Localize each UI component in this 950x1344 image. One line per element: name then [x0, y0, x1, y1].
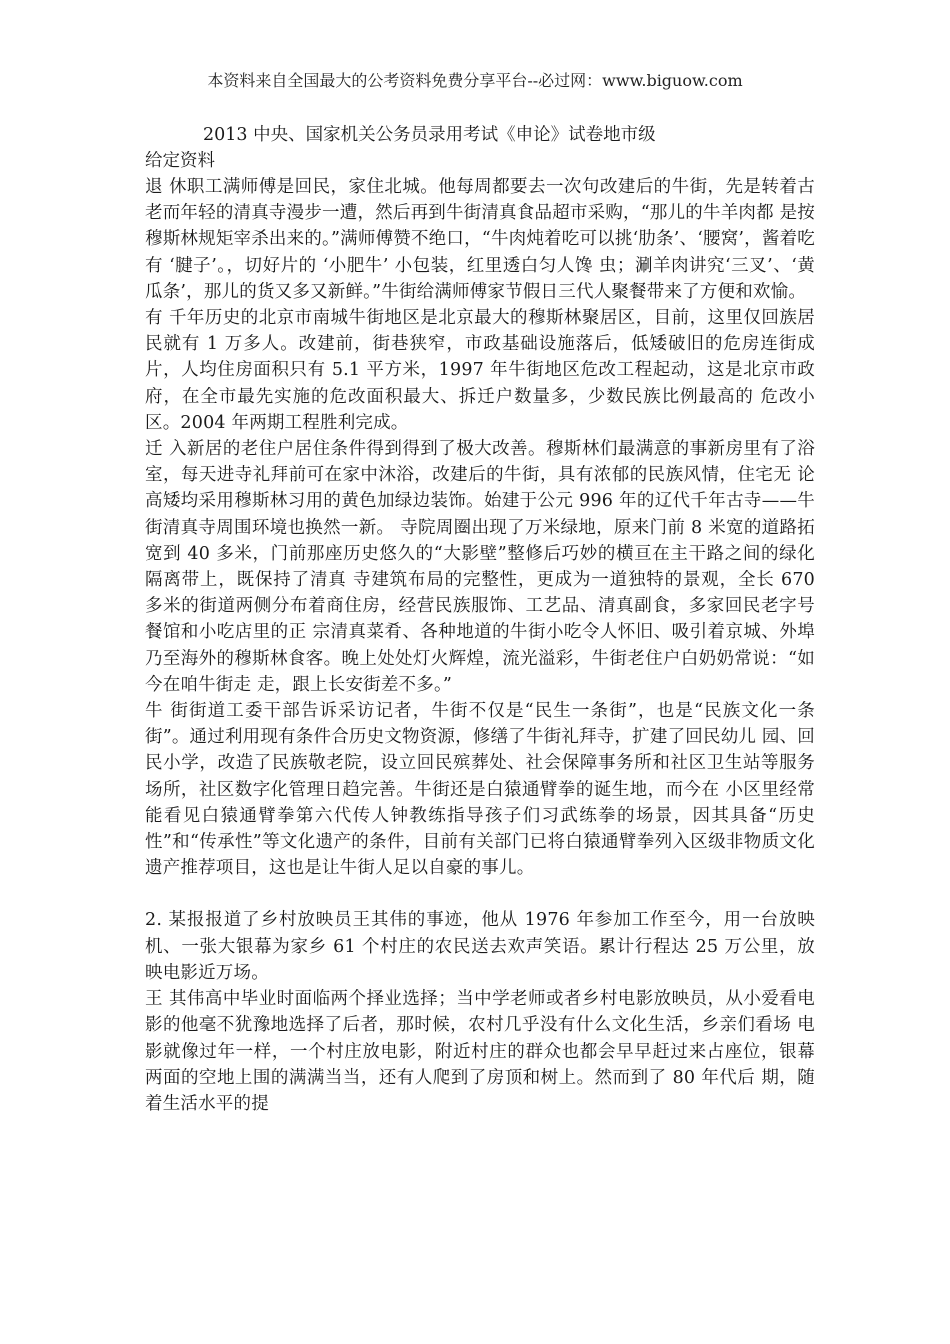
source-header: 本资料来自全国最大的公考资料免费分享平台--必过网：www.biguow.com [207, 71, 743, 90]
paragraph-gap [145, 881, 815, 907]
paragraph-2: 有 千年历史的北京市南城牛街地区是北京最大的穆斯林聚居区，目前，这里仅回族居民就有 1 万多人。改建前，街巷狭窄，市政基础设施落后，低矮破旧的危房连街成 片，人均住房面积只有 5.1 平方米，1997 年牛街地区危改工程起动，这是北京市政府，在全市最先实施的危改面积最大、拆迁户数量多，少数民族比例最高的 危改小区。2004 年两期工程胜利完成。 [145, 308, 815, 433]
document-body [145, 122, 815, 1117]
paragraph-3: 迁 入新居的老住户居住条件得到得到了极大改善。穆斯林们最满意的事新房里有了浴室，每天进寺礼拜前可在家中沐浴，改建后的牛街，具有浓郁的民族风情，住宅无 论高矮均采用穆斯林习用的黄色加绿边装饰。始建于公元 996 年的辽代千年古寺——牛街清真寺周围环境也换然一新。 寺院周圈出现了万米绿地，原来门前 8 米宽的道路拓宽到 40 多米，门前那座历史悠久的“大影壁”整修后巧妙的横亘在主干路之间的绿化隔离带上，既保持了清真 寺建筑布局的完整性，更成为一道独特的景观，全长 670 多米的街道两侧分布着商住房，经营民族服饰、工艺品、清真副食，多家回民老字号餐馆和小吃店里的正 宗清真菜肴、各种地道的牛街小吃令人怀旧、吸引着京城、外埠乃至海外的穆斯林食客。晚上处处灯火辉煌，流光溢彩，牛街老住户白奶奶常说：“如今在咱牛街走 走，跟上长安街差不多。” [145, 439, 815, 695]
document-title: 2013 中央、国家机关公务员录用考试《申论》试卷地市级 [203, 125, 656, 145]
paragraph-6: 王 其伟高中毕业时面临两个择业选择；当中学老师或者乡村电影放映员，从小爱看电影的他毫不犹豫地选择了后者，那时候，农村几乎没有什么文化生活，乡亲们看场 电影就像过年一样，一个村庄放电影，附近村庄的群众也都会早早赶过来占座位，银幕两面的空地上围的满满当当，还有人爬到了房顶和树上。然而到了 80 年代后 期，随着生活水平的提 [145, 989, 815, 1114]
section-label: 给定资料 [145, 151, 215, 171]
paragraph-1: 退 休职工满师傅是回民，家住北城。他每周都要去一次句改建后的牛街，先是转着古老而年轻的清真寺漫步一遭，然后再到牛街清真食品超市采购，“那儿的牛羊肉都 是按穆斯林规矩宰杀出来的。”满师傅赞不绝口，“牛肉炖着吃可以挑‘肋条’、‘腰窝’，酱着吃有 ‘腱子’。，切好片的 ‘小肥牛’ 小包装，红里透白匀人馋 虫；涮羊肉讲究‘三叉’、‘黄瓜条’，那儿的货又多又新鲜。”牛街给满师傅家节假日三代人聚餐带来了方便和欢愉。 [145, 177, 815, 302]
paragraph-5: 2. 某报报道了乡村放映员王其伟的事迹，他从 1976 年参加工作至今，用一台放映机、一张大银幕为家乡 61 个村庄的农民送去欢声笑语。累计行程达 25 万公里，放映电影近万场。 [145, 910, 815, 983]
paragraph-4: 牛 街街道工委干部告诉采访记者，牛街不仅是“民生一条街”，也是“民族文化一条街”。通过利用现有条件合历史文物资源，修缮了牛街礼拜寺，扩建了回民幼儿 园、回民小学，改造了民族敬老院，设立回民殡葬处、社会保障事务所和社区卫生站等服务场所，社区数字化管理日趋完善。牛街还是白猿通臂拳的诞生地，而今在 小区里经常能看见白猿通臂拳第六代传人钟教练指导孩子们习武练拳的场景，因其具备“历史性”和“传承性”等文化遗产的条件，目前有关部门已将白猿通臂拳列入区级非物质文化遗产推荐项目，这也是让牛街人足以自豪的事儿。 [145, 701, 815, 879]
